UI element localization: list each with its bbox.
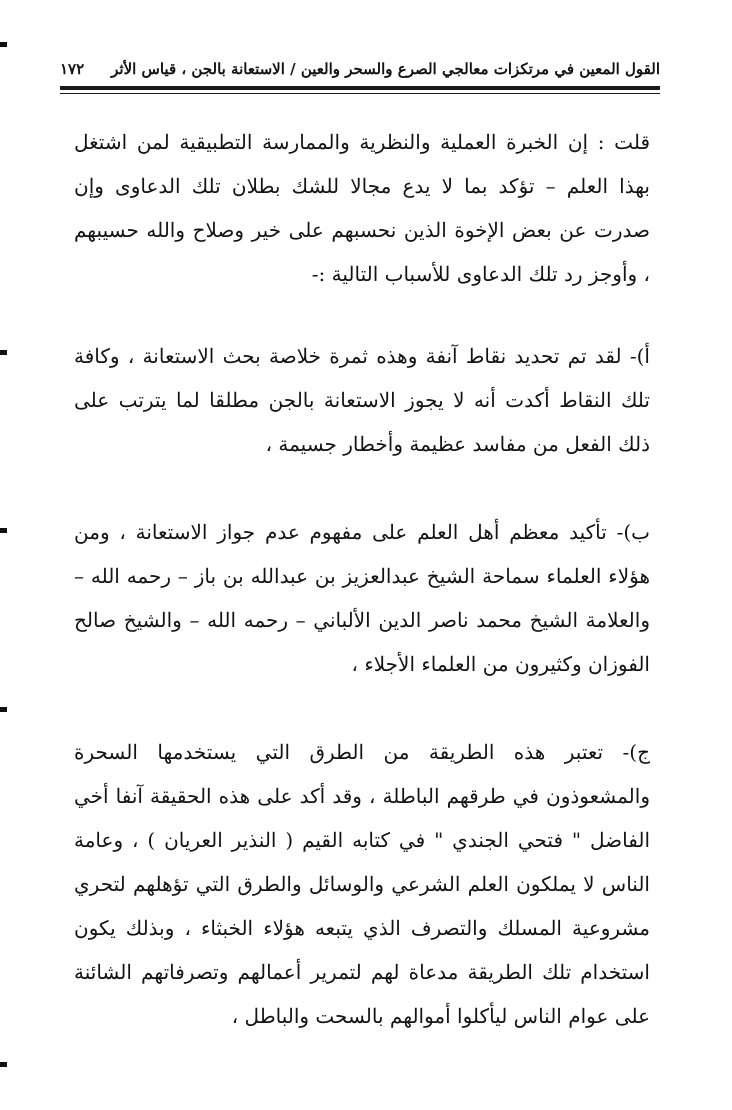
header-rule-thick bbox=[60, 86, 660, 90]
scan-edge-mark bbox=[0, 350, 7, 355]
scan-edge-mark bbox=[0, 528, 7, 533]
page-header bbox=[60, 52, 660, 88]
scan-edge-mark bbox=[0, 42, 7, 47]
paragraph-point-c: ج)- تعتبر هذه الطريقة من الطرق التي يستخدمها السحرة والمشعوذون في طرقهم الباطلة ، وقد أكد على هذه الحقيقة آنفا أخي الفاضل " فتحي الجندي " في كتابه القيم ( النذير العريان ) ، وعامة الناس لا يملكون العلم الشرعي والوسائل والطرق التي تؤهلهم لتحري مشروعية المسلك والتصرف الذي يتبعه هؤلاء الخبثاء ، وبذلك يكون استخدام تلك الطريقة مدعاة لهم لتمرير أعمالهم وتصرفاتهم الشائنة على عوام الناس ليأكلوا أموالهم بالسحت والباطل ، bbox=[74, 740, 650, 1028]
paragraph-intro: قلت : إن الخبرة العملية والنظرية والممارسة التطبيقية لمن اشتغل بهذا العلم – تؤكد بما لا يدع مجالا للشك بطلان تلك الدعاوى وإن صدرت عن بعض الإخوة الذين نحسبهم على خير وصلاح والله حسيبهم ، وأوجز رد تلك الدعاوى للأسباب التالية :- bbox=[74, 130, 650, 286]
running-title: القول المعين في مرتكزات معالجي الصرع والسحر والعين / الاستعانة بالجن ، قياس الأثر bbox=[111, 60, 660, 78]
scan-edge-mark bbox=[0, 1062, 7, 1067]
paragraph-point-b: ب)- تأكيد معظم أهل العلم على مفهوم عدم جواز الاستعانة ، ومن هؤلاء العلماء سماحة الشيخ عبدالعزيز بن عبدالله بن باز – رحمه الله – والعلامة الشيخ محمد ناصر الدين الألباني – رحمه الله – والشيخ صالح الفوزان وكثيرون من العلماء الأجلاء ، bbox=[74, 520, 650, 676]
header-rule-thin bbox=[60, 93, 660, 94]
scan-edge-mark bbox=[0, 707, 7, 712]
page-number: ١٧٢ bbox=[60, 60, 85, 78]
paragraph-point-a: أ)- لقد تم تحديد نقاط آنفة وهذه ثمرة خلاصة بحث الاستعانة ، وكافة تلك النقاط أكدت أنه لا يجوز الاستعانة بالجن مطلقا لما يترتب على ذلك الفعل من مفاسد عظيمة وأخطار جسيمة ، bbox=[74, 344, 650, 456]
